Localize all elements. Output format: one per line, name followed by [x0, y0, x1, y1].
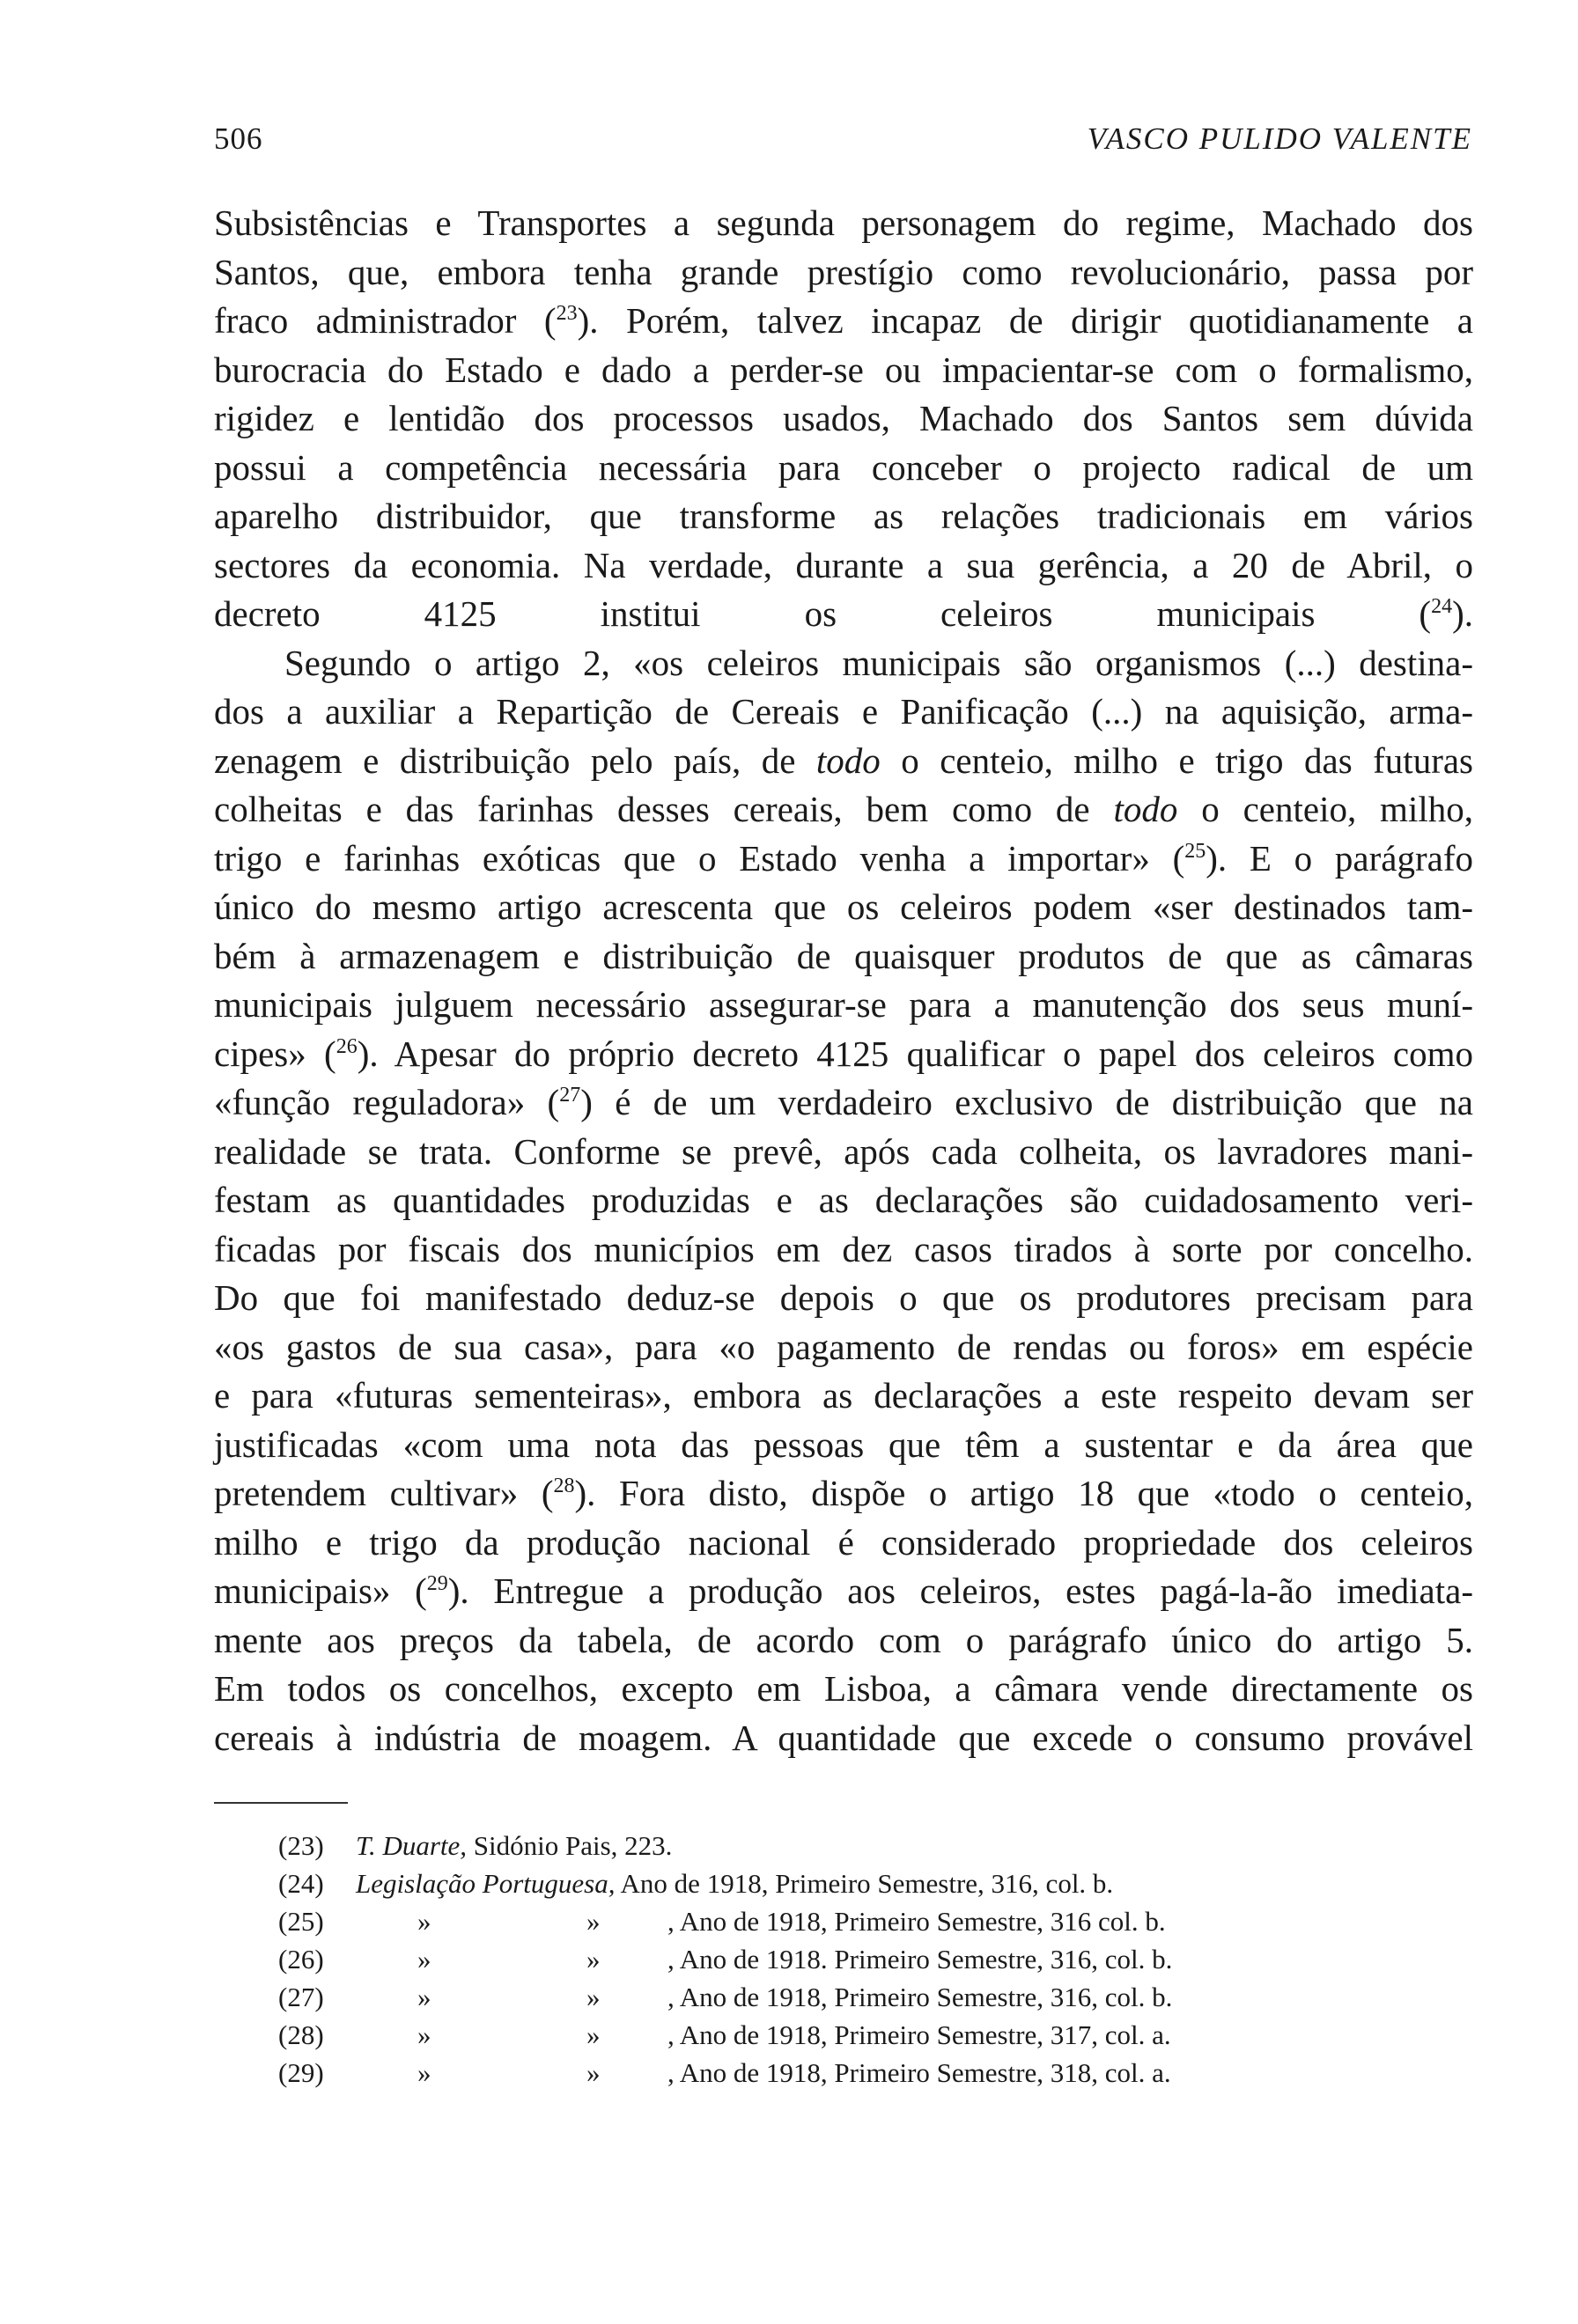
footnote-text — [356, 1827, 672, 1864]
footnote-ref-27: 27 — [559, 1084, 581, 1107]
footnote-number: (29) — [278, 2057, 324, 2088]
text-run: Segundo o artigo 2, «os celeiros municipais são organismos (...) destina- dos a auxiliar a Repartição de Cereais e Panificação (...) na aquisição, arma- zenagem e distribuição pelo país, de — [214, 642, 1473, 781]
text-run: ). Porém, talvez incapaz de dirigir quotidianamente a burocracia do Estado e dado a perder-se ou impacientar-se com o formalismo, rigidez e lentidão dos processos usados, Machado dos Santos sem dúvida possui a competência necessária para conceber o projecto radical de um aparelho distribuidor, que transforme as relações tradicionais em vários sectores da economia. Na verdade, durante a sua gerência, a 20 de Abril, o decreto 4125 institui os celeiros municipais ( — [214, 300, 1473, 634]
footnote-title: Sidónio Pais, 223. — [473, 1830, 673, 1861]
text-run: ). — [1452, 593, 1473, 634]
footnote-separator — [214, 1802, 348, 1804]
italic-text: todo — [815, 739, 881, 781]
footnote-23 — [278, 1827, 1335, 1864]
paragraph — [214, 639, 1473, 1763]
footnote-27 — [278, 1978, 1335, 2016]
footnote-28 — [278, 2016, 1335, 2054]
footnote-ref-26: 26 — [336, 1034, 358, 1058]
ditto-mark: » — [586, 2019, 601, 2050]
ditto-marks — [356, 1940, 667, 1978]
footnote-ref-28: 28 — [553, 1475, 575, 1497]
footnote-author: T. Duarte, — [356, 1830, 468, 1861]
ditto-mark: » — [586, 1906, 601, 1937]
paragraph — [214, 199, 1473, 639]
footnote-ref-24: 24 — [1431, 595, 1453, 618]
ditto-marks — [356, 2016, 667, 2054]
ditto-mark: » — [417, 1906, 431, 1937]
footnote-number: (27) — [278, 1982, 324, 2012]
ditto-mark: » — [417, 2057, 431, 2088]
text-run: o centeio, milho, trigo e farinhas exóticas que o Estado venha a importar» ( — [214, 789, 1473, 879]
ditto-mark: » — [586, 1982, 601, 2012]
footnote-ref-25: 25 — [1184, 839, 1206, 863]
body-text — [214, 199, 1473, 1762]
footnote-number: (25) — [278, 1906, 324, 1937]
footnote-ref: , Ano de 1918, Primeiro Semestre, 318, col. a. — [667, 2057, 1171, 2088]
footnote-ref: , Ano de 1918, Primeiro Semestre, 316 col. b. — [667, 1906, 1166, 1937]
footnote-ref: , Ano de 1918, Primeiro Semestre, 317, col. a. — [667, 2019, 1171, 2050]
ditto-mark: » — [417, 1982, 431, 2012]
footnote-ref: , Ano de 1918, Primeiro Semestre, 316, col. b. — [667, 1982, 1173, 2012]
footnote-26 — [278, 1940, 1335, 1978]
page-header — [214, 121, 1472, 174]
footnote-text — [356, 1864, 1113, 1902]
footnotes — [278, 1827, 1335, 2092]
footnote-number: (23) — [278, 1830, 324, 1861]
footnote-number: (28) — [278, 2019, 324, 2050]
text-run: ). Fora disto, dispõe o artigo 18 que «todo o centeio, milho e trigo da produção nacional é considerado propriedade dos celeiros municipais» ( — [214, 1473, 1473, 1611]
ditto-mark: » — [586, 2057, 601, 2088]
footnote-ref-29: 29 — [426, 1572, 448, 1595]
text-run: ). Apesar do próprio decreto 4125 qualificar o papel dos celeiros como «função reguladora» ( — [214, 1033, 1473, 1122]
text-run: ). Entregue a produção aos celeiros, estes pagá-la-ão imediata- mente aos preços da tabela, de acordo com o parágrafo único do artigo 5. Em todos os concelhos, excepto em Lisboa, a câmara vende directamente os cereais à indústria de moagem. A quantidade que excede o consumo provável — [214, 1570, 1473, 1758]
running-head: VASCO PULIDO VALENTE — [1087, 121, 1472, 156]
footnote-ref: , Ano de 1918. Primeiro Semestre, 316, col. b. — [667, 1944, 1173, 1975]
text-run: Subsistências e Transportes a segunda personagem do regime, Machado dos Santos, que, embora tenha grande prestígio como revolucionário, passa por fraco administrador ( — [214, 202, 1473, 341]
italic-text: todo — [1113, 789, 1178, 829]
footnote-number: (26) — [278, 1944, 324, 1975]
ditto-mark: » — [417, 1944, 431, 1975]
ditto-mark: » — [417, 2019, 431, 2050]
footnote-source: Legislação Portuguesa, — [356, 1868, 616, 1899]
footnote-ref: Ano de 1918, Primeiro Semestre, 316, col. b. — [620, 1868, 1114, 1899]
text-run: ). E o parágrafo único do mesmo artigo acrescenta que os celeiros podem «ser destinados tam- bém à armazenagem e distribuição de quaisquer produtos de que as câmaras municipais julguem necessário assegurar-se para a manutenção dos seus muní- cipes» ( — [214, 837, 1473, 1074]
text-run: ) é de um verdadeiro exclusivo de distribuição que na realidade se trata. Conforme se prevê, após cada colheita, os lavradores mani- festam as quantidades produzidas e as declarações são cuidadosamento veri- ficadas por fiscais dos municípios em dez casos tirados à sorte por concelho. Do que foi manifestado deduz-se depois o que os produtores precisam para «os gastos de sua casa», para «o pagamento de rendas ou foros» em espécie e para «futuras sementeiras», embora as declarações a este respeito devam ser justificadas «com uma nota das pessoas que têm a sustentar e da área que pretendem cultivar» ( — [214, 1082, 1473, 1513]
text-run: o centeio, milho e trigo das futuras colheitas e das farinhas desses cereais, bem como de — [214, 739, 1474, 829]
footnote-number: (24) — [278, 1868, 324, 1899]
ditto-marks — [356, 2054, 667, 2092]
ditto-marks — [356, 1902, 667, 1940]
footnote-24 — [278, 1864, 1335, 1902]
ditto-marks — [356, 1978, 667, 2016]
ditto-mark: » — [586, 1944, 601, 1975]
footnote-29 — [278, 2054, 1335, 2092]
footnote-25 — [278, 1902, 1335, 1940]
page-number: 506 — [214, 121, 263, 156]
footnote-ref-23: 23 — [556, 302, 578, 325]
